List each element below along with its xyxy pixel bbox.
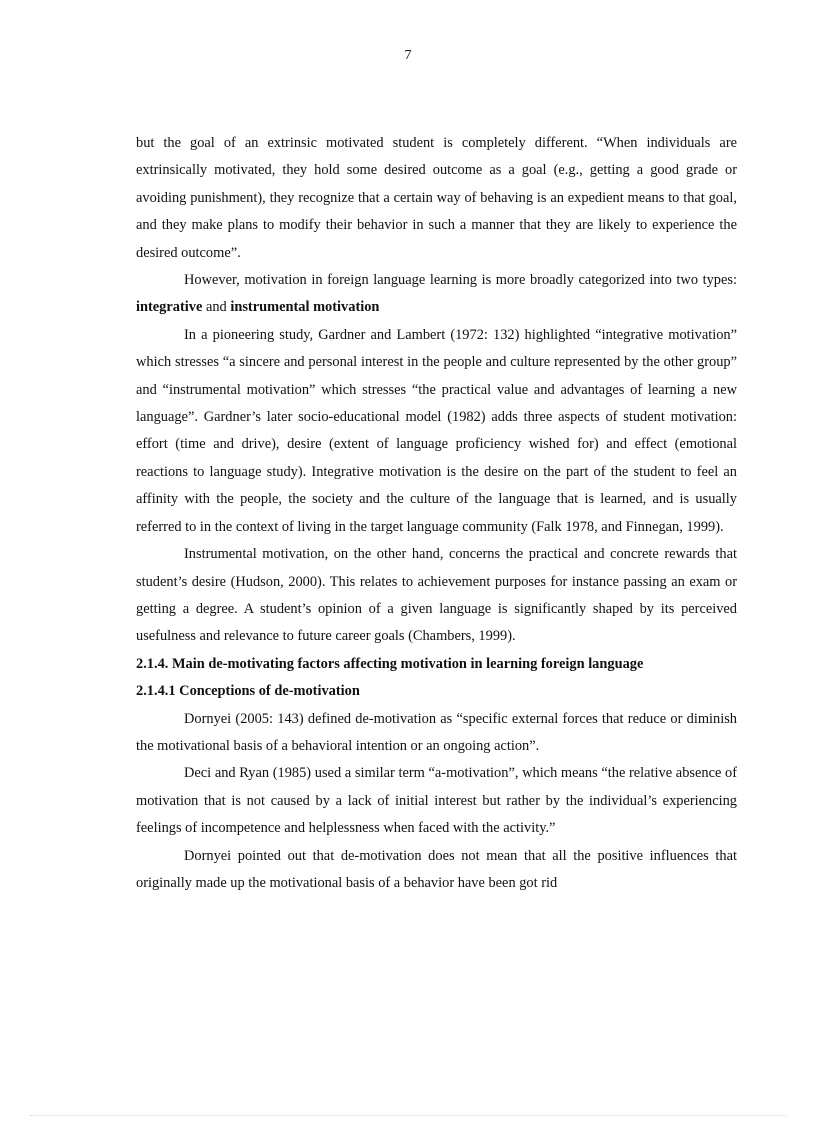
page-number: 7 [404, 48, 412, 63]
term-integrative: integrative [136, 299, 203, 316]
paragraph-deci-ryan: Deci and Ryan (1985) used a similar term “a-motivation”, which means “the relative absence of motivation that is not caused by a lack of initial interest but rather by the individual’s experiencing feelings of incompetence and helplessness when faced with the activity.” [136, 765, 737, 837]
paragraph-extrinsic-motivation: but the goal of an extrinsic motivated student is completely different. “When individuals are extrinsically motivated, they hold some desired outcome as a goal (e.g., getting a good grade or avoiding punishment), they recognize that a certain way of behaving is an expedient means to that goal, and they make plans to modify their behavior in such a manner that they are likely to experience the desired outcome”. [136, 135, 737, 261]
page-bottom-divider [30, 1115, 786, 1116]
section-heading-2-1-4-1: 2.1.4.1 Conceptions of de-motivation [136, 683, 360, 700]
section-heading-2-1-4: 2.1.4. Main de-motivating factors affecting motivation in learning foreign language [136, 655, 644, 672]
motivation-types-text: However, motivation in foreign language learning is more broadly categorized into two types: [184, 272, 737, 289]
paragraph-motivation-types [136, 267, 737, 322]
paragraph-gardner-lambert: In a pioneering study, Gardner and Lambert (1972: 132) highlighted “integrative motivation” which stresses “a sincere and personal interest in the people and culture represented by the other group” and “instrumental motivation” which stresses “the practical value and advantages of learning a new language”. Gardner’s later socio-educational model (1982) adds three aspects of student motivation: effort (time and drive), desire (extent of language proficiency wished for) and effect (emotional reactions to language study). Integrative motivation is the desire on the part of the student to feel an affinity with the people, the society and the culture of the language that is learned, and is usually referred to in the context of living in the target language community (Falk 1978, and Finnegan, 1999). [136, 326, 737, 535]
paragraph-instrumental-motivation: Instrumental motivation, on the other hand, concerns the practical and concrete rewards that student’s desire (Hudson, 2000). This relates to achievement purposes for instance passing an exam or getting a degree. A student’s opinion of a given language is significantly shaped by its perceived usefulness and relevance to future career goals (Chambers, 1999). [136, 546, 737, 645]
term-instrumental-motivation: instrumental motivation [230, 299, 380, 316]
body-text [136, 130, 737, 897]
paragraph-dornyei-demotivation: Dornyei pointed out that de-motivation does not mean that all the positive influences that originally made up the motivational basis of a behavior have been got rid [136, 847, 737, 891]
conjunction-and: and [202, 299, 231, 316]
paragraph-dornyei-definition: Dornyei (2005: 143) defined de-motivation as “specific external forces that reduce or diminish the motivational basis of a behavioral intention or an ongoing action”. [136, 710, 737, 754]
